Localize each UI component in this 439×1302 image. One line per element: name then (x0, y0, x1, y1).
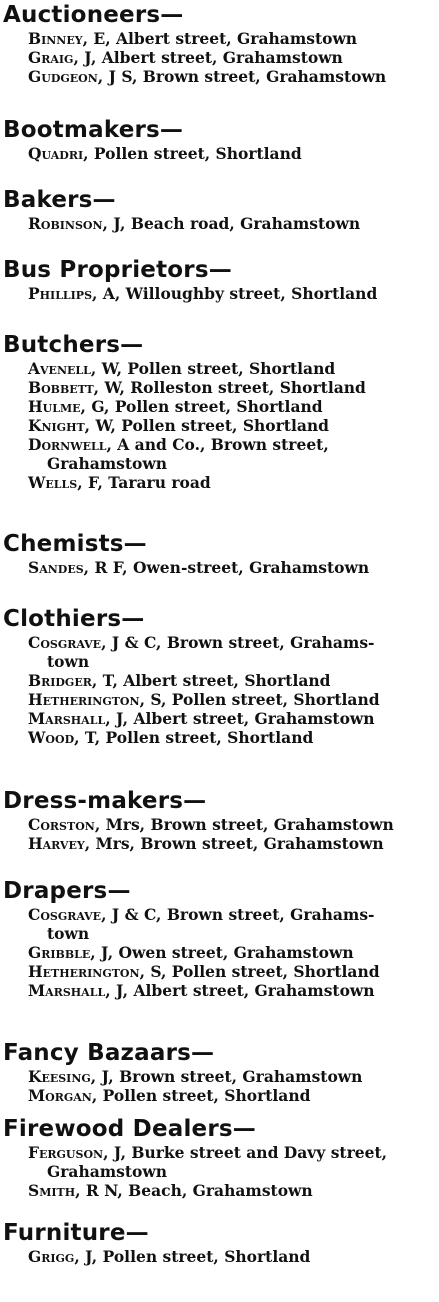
directory-entry (28, 284, 377, 303)
entry-surname: Gribble (28, 943, 91, 962)
directory-entry (28, 558, 369, 577)
directory-entry (28, 834, 384, 853)
directory-entry (28, 905, 375, 924)
entry-details: , A and Co., Brown street, (106, 435, 329, 454)
entry-details: , T, Albert street, Shortland (91, 671, 331, 690)
entry-details: , T, Pollen street, Shortland (74, 728, 314, 747)
entry-surname: Smith (28, 1181, 76, 1200)
directory-entry (28, 690, 380, 709)
entry-surname: Binney (28, 29, 83, 48)
entry-details: , J & C, Brown street, Grahams- (101, 633, 375, 652)
directory-entry (28, 397, 323, 416)
entry-surname: Robinson (28, 214, 103, 233)
directory-entry (28, 709, 375, 728)
entry-details: , J, Albert street, Grahamstown (105, 981, 375, 1000)
entry-details: , J, Beach road, Grahamstown (102, 214, 361, 233)
section-heading: Bakers— (3, 187, 116, 213)
entry-surname: Corston (28, 815, 95, 834)
entry-details: , J & C, Brown street, Grahams- (101, 905, 375, 924)
entry-details: , J, Pollen street, Shortland (74, 1247, 311, 1266)
directory-entry (28, 378, 366, 397)
section-heading: Bootmakers— (3, 117, 184, 143)
entry-details: , S, Pollen street, Shortland (139, 690, 380, 709)
entry-surname: Harvey (28, 834, 85, 853)
directory-entry (28, 435, 329, 454)
directory-entry (28, 1086, 310, 1105)
section-heading: Dress-makers— (3, 788, 207, 814)
directory-entry (28, 473, 211, 492)
directory-entry (28, 728, 313, 747)
entry-surname: Hetherington (28, 962, 140, 981)
directory-entry (28, 962, 380, 981)
entry-details: , F, Tararu road (77, 473, 211, 492)
entry-details: , J S, Brown street, Grahamstown (97, 67, 387, 86)
entry-surname: Cosgrave (28, 633, 102, 652)
entry-surname: Morgan (28, 1086, 92, 1105)
entry-surname: Graig (28, 48, 74, 67)
section-heading: Drapers— (3, 878, 131, 904)
entry-surname: Marshall (28, 709, 106, 728)
entry-details: , W, Rolleston street, Shortland (93, 378, 366, 397)
entry-details: , Mrs, Brown street, Grahamstown (94, 815, 394, 834)
entry-surname: Marshall (28, 981, 106, 1000)
entry-surname: Cosgrave (28, 905, 102, 924)
entry-details: , J, Albert street, Grahamstown (105, 709, 375, 728)
directory-entry (28, 1143, 387, 1162)
entry-details: , R F, Owen-street, Grahamstown (83, 558, 370, 577)
directory-entry (28, 815, 394, 834)
directory-entry (28, 214, 360, 233)
entry-surname: Wells (28, 473, 78, 492)
entry-details: , R N, Beach, Grahamstown (75, 1181, 313, 1200)
directory-entry (28, 633, 375, 652)
section-heading: Butchers— (3, 332, 144, 358)
entry-continuation: Grahamstown (47, 1162, 167, 1181)
entry-continuation: town (47, 924, 90, 943)
directory-entry (28, 1247, 310, 1266)
entry-details: , W, Pollen street, Shortland (90, 359, 336, 378)
directory-entry (28, 67, 386, 86)
entry-details: , E, Albert street, Grahamstown (82, 29, 358, 48)
entry-details: , J, Burke street and Davy street, (103, 1143, 388, 1162)
entry-surname: Wood (28, 728, 75, 747)
section-heading: Bus Proprietors— (3, 257, 232, 283)
entry-surname: Dornwell (28, 435, 107, 454)
directory-entry (28, 1067, 362, 1086)
section-heading: Chemists— (3, 531, 147, 557)
entry-surname: Ferguson (28, 1143, 104, 1162)
entry-surname: Avenell (28, 359, 91, 378)
entry-surname: Hulme (28, 397, 81, 416)
directory-entry (28, 416, 329, 435)
entry-details: , Mrs, Brown street, Grahamstown (84, 834, 384, 853)
entry-surname: Sandes (28, 558, 84, 577)
directory-entry (28, 943, 354, 962)
section-heading: Fancy Bazaars— (3, 1040, 215, 1066)
entry-surname: Knight (28, 416, 85, 435)
section-heading: Furniture— (3, 1220, 149, 1246)
directory-entry (28, 981, 375, 1000)
directory-entry (28, 359, 335, 378)
section-heading: Clothiers— (3, 606, 145, 632)
entry-surname: Gudgeon (28, 67, 98, 86)
entry-surname: Phillips (28, 284, 93, 303)
entry-surname: Hetherington (28, 690, 140, 709)
entry-continuation: town (47, 652, 90, 671)
directory-entry (28, 671, 331, 690)
entry-details: , J, Brown street, Grahamstown (90, 1067, 363, 1086)
entry-surname: Bridger (28, 671, 92, 690)
section-heading: Auctioneers— (3, 2, 184, 28)
entry-details: , A, Willoughby street, Shortland (92, 284, 378, 303)
directory-entry (28, 144, 302, 163)
entry-surname: Grigg (28, 1247, 75, 1266)
section-heading: Firewood Dealers— (3, 1116, 256, 1142)
entry-surname: Quadri (28, 144, 84, 163)
directory-entry (28, 48, 343, 67)
entry-details: , G, Pollen street, Shortland (80, 397, 323, 416)
entry-surname: Keesing (28, 1067, 91, 1086)
entry-surname: Bobbett (28, 378, 94, 397)
entry-details: , Pollen street, Shortland (83, 144, 302, 163)
directory-entry (28, 1181, 313, 1200)
entry-details: , W, Pollen street, Shortland (84, 416, 330, 435)
entry-continuation: Grahamstown (47, 454, 167, 473)
entry-details: , J, Owen street, Grahamstown (90, 943, 354, 962)
entry-details: , Pollen street, Shortland (91, 1086, 311, 1105)
entry-details: , S, Pollen street, Shortland (139, 962, 380, 981)
directory-entry (28, 29, 357, 48)
entry-details: , J, Albert street, Grahamstown (73, 48, 343, 67)
